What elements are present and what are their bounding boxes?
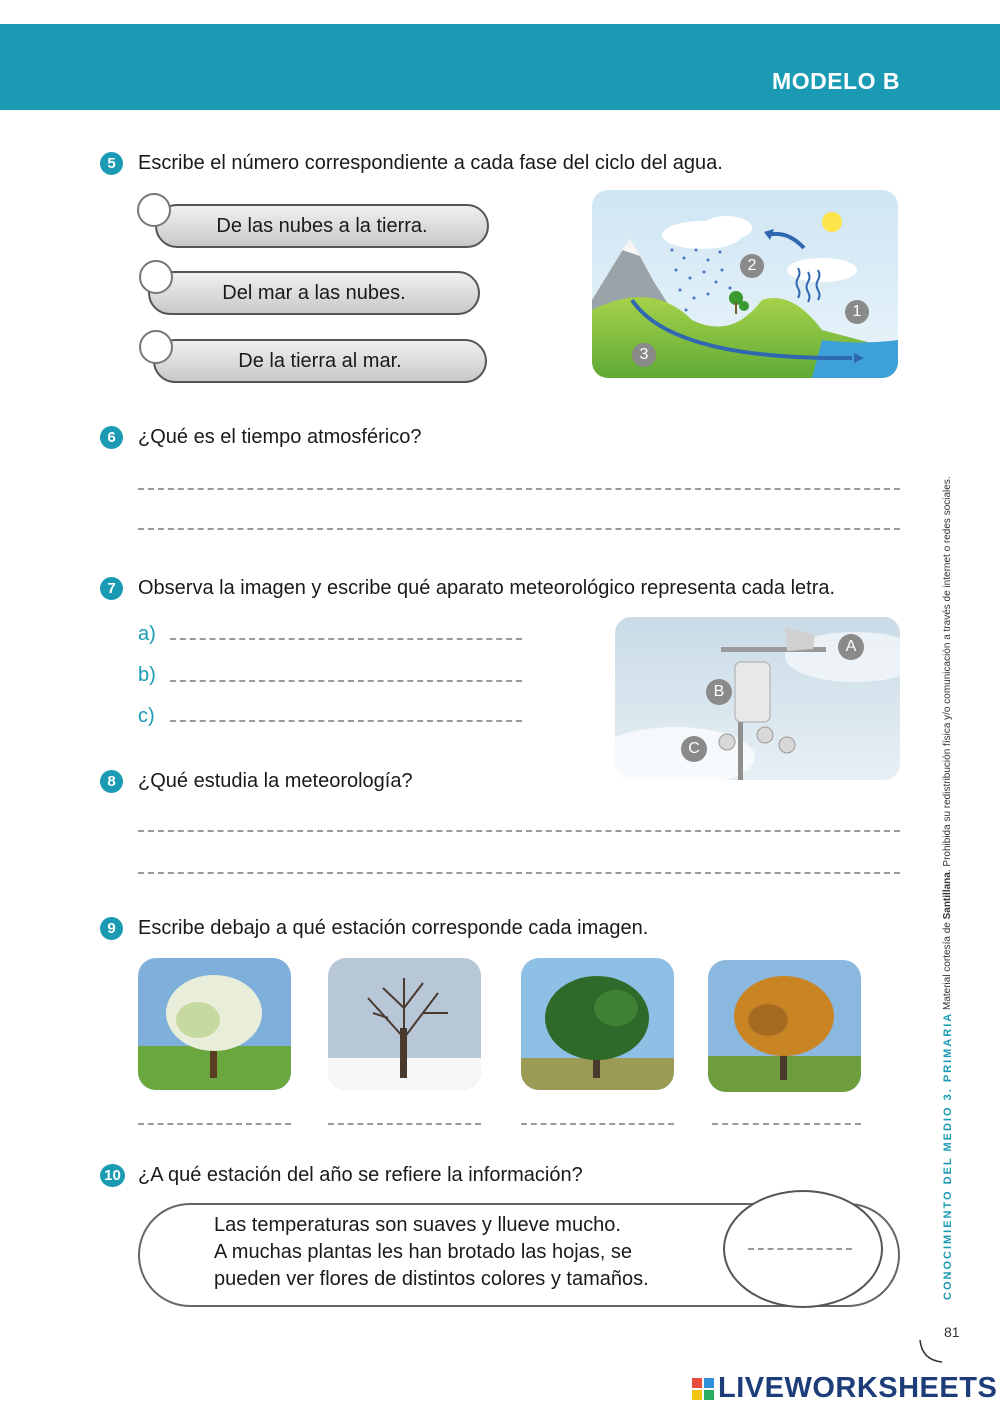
side-credits bbox=[942, 430, 966, 1310]
info-line-1: Las temperaturas son suaves y llueve mucho. bbox=[214, 1214, 621, 1236]
answer-line-summer[interactable] bbox=[521, 1123, 674, 1125]
question-5-text: Escribe el número correspondiente a cada fase del ciclo del agua. bbox=[138, 152, 723, 174]
question-8-number: 8 bbox=[100, 770, 123, 793]
season-image-summer bbox=[521, 958, 674, 1090]
question-9-number: 9 bbox=[100, 917, 123, 940]
autumn-tree-illustration bbox=[708, 960, 861, 1092]
logo-blocks-icon bbox=[692, 1378, 714, 1400]
photo-label-a: A bbox=[838, 634, 864, 660]
season-image-autumn bbox=[708, 960, 861, 1092]
question-10-number: 10 bbox=[100, 1164, 125, 1187]
answer-line-winter[interactable] bbox=[328, 1123, 481, 1125]
diagram-label-2: 2 bbox=[740, 254, 764, 278]
letter-c: c) bbox=[138, 705, 155, 727]
page-corner-curve-icon bbox=[918, 1338, 944, 1364]
season-image-winter bbox=[328, 958, 481, 1090]
question-10-text: ¿A qué estación del año se refiere la información? bbox=[138, 1164, 583, 1186]
question-9-text: Escribe debajo a qué estación corresponde cada imagen. bbox=[138, 917, 649, 939]
model-letter: B bbox=[882, 68, 900, 94]
logo-wordmark: LIVEWORKSHEETS bbox=[718, 1372, 998, 1404]
answer-line-b[interactable] bbox=[170, 680, 522, 682]
water-cycle-diagram bbox=[592, 190, 898, 378]
winter-tree-illustration bbox=[328, 958, 481, 1090]
question-8-text: ¿Qué estudia la meteorología? bbox=[138, 770, 413, 792]
info-text bbox=[214, 1212, 649, 1293]
season-image-spring bbox=[138, 958, 291, 1090]
question-6-number: 6 bbox=[100, 426, 123, 449]
spring-tree-illustration bbox=[138, 958, 291, 1090]
copyright-notice bbox=[942, 430, 953, 1010]
answer-line-q8-2[interactable] bbox=[138, 872, 900, 874]
answer-circle-3[interactable] bbox=[139, 330, 173, 364]
copyright-prefix: Material cortesía de bbox=[942, 919, 953, 1010]
diagram-label-3: 3 bbox=[632, 343, 656, 367]
model-label bbox=[772, 68, 900, 95]
diagram-label-1: 1 bbox=[845, 300, 869, 324]
header-bar bbox=[0, 24, 1000, 110]
answer-line-autumn[interactable] bbox=[712, 1123, 861, 1125]
answer-line-spring[interactable] bbox=[138, 1123, 291, 1125]
info-line-3: pueden ver flores de distintos colores y tamaños. bbox=[214, 1268, 649, 1290]
copyright-brand: Santillana bbox=[942, 872, 953, 920]
question-5-number: 5 bbox=[100, 152, 123, 175]
answer-circle-2[interactable] bbox=[139, 260, 173, 294]
copyright-suffix: . Prohibida su redistribución física y/o comunicación a través de internet o redes sociales. bbox=[942, 476, 953, 873]
page-number: 81 bbox=[944, 1324, 960, 1340]
question-6-text: ¿Qué es el tiempo atmosférico? bbox=[138, 426, 422, 448]
question-7-text: Observa la imagen y escribe qué aparato meteorológico representa cada letra. bbox=[138, 577, 836, 599]
summer-tree-illustration bbox=[521, 958, 674, 1090]
liveworksheets-logo bbox=[692, 1372, 997, 1405]
photo-label-c: C bbox=[681, 736, 707, 762]
weather-station-photo bbox=[615, 617, 900, 780]
photo-label-b: B bbox=[706, 679, 732, 705]
option-label: De las nubes a la tierra. bbox=[216, 214, 428, 237]
subject-label: CONOCIMIENTO DEL MEDIO 3. PRIMARIA bbox=[942, 1011, 954, 1300]
answer-line-q6-2[interactable] bbox=[138, 528, 900, 530]
answer-line-q8-1[interactable] bbox=[138, 830, 900, 832]
answer-circle-1[interactable] bbox=[137, 193, 171, 227]
letter-b: b) bbox=[138, 664, 156, 686]
letter-a: a) bbox=[138, 623, 156, 645]
option-clouds-to-land bbox=[155, 204, 489, 248]
option-sea-to-clouds bbox=[148, 271, 480, 315]
option-label: Del mar a las nubes. bbox=[222, 281, 406, 304]
answer-line-q6-1[interactable] bbox=[138, 488, 900, 490]
question-7-number: 7 bbox=[100, 577, 123, 600]
answer-line-c[interactable] bbox=[170, 720, 522, 722]
model-prefix: MODELO bbox=[772, 68, 883, 94]
answer-line-q10[interactable] bbox=[748, 1248, 852, 1250]
info-line-2: A muchas plantas les han brotado las hojas, se bbox=[214, 1241, 633, 1263]
option-label: De la tierra al mar. bbox=[238, 349, 402, 372]
option-land-to-sea bbox=[153, 339, 487, 383]
answer-line-a[interactable] bbox=[170, 638, 522, 640]
